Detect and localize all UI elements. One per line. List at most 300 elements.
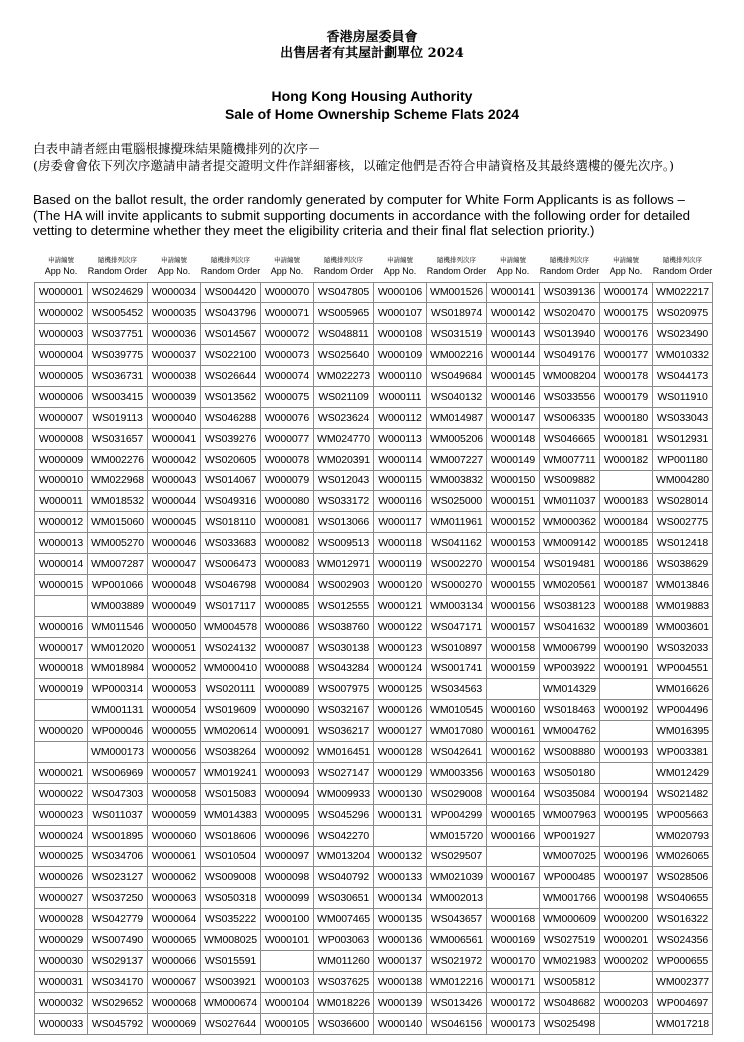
random-order-cell: WM022217 [653,282,713,303]
random-order-cell: WS007490 [88,930,148,951]
app-no-cell: W000174 [600,282,653,303]
app-no-cell: W000047 [148,554,201,575]
app-no-cell: W000007 [35,407,88,428]
app-no-cell: W000142 [487,303,540,324]
app-no-cell: W000065 [148,930,201,951]
random-order-cell: WM011260 [314,951,374,972]
random-order-cell: WS029507 [427,846,487,867]
random-order-cell: WS006969 [88,762,148,783]
table-row [35,888,713,909]
random-order-cell: WS005965 [314,303,374,324]
random-order-cell: WS043796 [201,303,261,324]
random-order-header-chinese: 隨機排列次序 [663,256,702,264]
random-order-cell: WS047303 [88,783,148,804]
app-no-cell: W000171 [487,971,540,992]
app-no-cell: W000052 [148,658,201,679]
app-no-cell: W000097 [261,846,314,867]
random-order-cell: WS023490 [653,324,713,345]
table-row [35,867,713,888]
app-no-cell: W000145 [487,366,540,387]
random-order-cell: WS008880 [540,742,600,763]
app-no-cell [35,595,88,616]
table-row [35,449,713,470]
random-order-cell: WS001895 [88,825,148,846]
random-order-cell: WS023127 [88,867,148,888]
random-order-cell: WS012555 [314,595,374,616]
random-order-cell: WS022100 [201,345,261,366]
random-order-cell: WS009008 [201,867,261,888]
app-no-cell: W000006 [35,386,88,407]
table-row [35,637,713,658]
random-order-cell: WS035222 [201,909,261,930]
app-no-cell: W000104 [261,992,314,1013]
app-no-cell: W000141 [487,282,540,303]
random-order-cell: WP001066 [88,574,148,595]
app-no-cell [600,679,653,700]
random-order-header-chinese: 隨機排列次序 [324,256,363,264]
random-order-cell: WM007465 [314,909,374,930]
app-no-cell: W000132 [374,846,427,867]
random-order-cell: WS015083 [201,783,261,804]
table-row [35,992,713,1013]
random-order-cell: WM012216 [427,971,487,992]
app-no-cell: W000126 [374,700,427,721]
app-no-cell: W000169 [487,930,540,951]
app-no-cell: W000170 [487,951,540,972]
random-order-cell: WS036217 [314,721,374,742]
table-row [35,679,713,700]
random-order-cell: WS011037 [88,804,148,825]
random-order-cell: WM024770 [314,428,374,449]
app-no-cell: W000051 [148,637,201,658]
random-order-cell: WM002276 [88,449,148,470]
app-no-cell: W000021 [35,762,88,783]
app-no-cell: W000176 [600,324,653,345]
random-order-cell: WM003356 [427,762,487,783]
random-order-cell: WM008204 [540,366,600,387]
table-row [35,282,713,303]
random-order-cell: WS027519 [540,930,600,951]
app-no-cell: W000146 [487,386,540,407]
app-no-cell: W000180 [600,407,653,428]
table-row [35,345,713,366]
app-no-cell: W000061 [148,846,201,867]
app-no-cell: W000161 [487,721,540,742]
random-order-cell: WP000046 [88,721,148,742]
app-no-cell: W000159 [487,658,540,679]
app-no-cell: W000004 [35,345,88,366]
random-order-cell: WM007287 [88,554,148,575]
random-order-cell: WM007227 [427,449,487,470]
app-no-cell [374,825,427,846]
app-no-cell: W000046 [148,533,201,554]
app-no-cell: W000056 [148,742,201,763]
app-no-cell: W000010 [35,470,88,491]
app-no-cell: W000164 [487,783,540,804]
app-no-cell: W000186 [600,554,653,575]
random-order-header-chinese: 隨機排列次序 [550,256,589,264]
random-order-cell: WM002216 [427,345,487,366]
app-no-cell: W000162 [487,742,540,763]
app-no-cell [35,742,88,763]
app-no-cell: W000163 [487,762,540,783]
app-no-header [487,256,540,282]
random-order-cell: WP001180 [653,449,713,470]
random-order-cell: WM010545 [427,700,487,721]
random-order-cell: WM002377 [653,971,713,992]
random-order-cell: WM010332 [653,345,713,366]
random-order-cell: WS048811 [314,324,374,345]
chinese-title-line-1: 香港房屋委員會 [326,30,418,45]
random-order-cell: WM021983 [540,951,600,972]
app-no-cell: W000077 [261,428,314,449]
app-no-cell: W000120 [374,574,427,595]
header-row [35,256,713,282]
random-order-cell: WS021482 [653,783,713,804]
app-no-cell: W000175 [600,303,653,324]
app-no-cell: W000183 [600,491,653,512]
app-no-cell: W000035 [148,303,201,324]
app-no-cell: W000121 [374,595,427,616]
app-no-cell: W000143 [487,324,540,345]
random-order-cell: WS046156 [427,1013,487,1034]
random-order-cell: WM011546 [88,616,148,637]
app-no-cell: W000157 [487,616,540,637]
random-order-cell: WS034706 [88,846,148,867]
chinese-title [0,30,744,62]
random-order-cell: WM018226 [314,992,374,1013]
english-intro [33,192,723,239]
app-no-cell: W000129 [374,762,427,783]
random-order-cell: WS019481 [540,554,600,575]
app-no-cell: W000202 [600,951,653,972]
table-row [35,658,713,679]
app-no-cell: W000092 [261,742,314,763]
app-no-cell: W000089 [261,679,314,700]
table-row [35,971,713,992]
app-no-cell: W000023 [35,804,88,825]
app-no-cell: W000005 [35,366,88,387]
chinese-title-line-2: 出售居者有其屋計劃單位 2024 [280,46,464,61]
app-no-cell: W000040 [148,407,201,428]
random-order-cell: WS012043 [314,470,374,491]
random-order-cell: WS040132 [427,386,487,407]
app-no-cell: W000110 [374,366,427,387]
app-no-cell: W000036 [148,324,201,345]
random-order-cell: WM003134 [427,595,487,616]
random-order-header-chinese: 隨機排列次序 [211,256,250,264]
app-no-cell: W000030 [35,951,88,972]
random-order-cell: WS019113 [88,407,148,428]
random-order-cell: WM022273 [314,366,374,387]
app-no-cell: W000049 [148,595,201,616]
app-no-cell: W000194 [600,783,653,804]
random-order-header [653,256,713,282]
table-row [35,470,713,491]
random-order-cell: WS042779 [88,909,148,930]
app-no-cell: W000074 [261,366,314,387]
random-order-header [314,256,374,282]
app-no-cell: W000165 [487,804,540,825]
english-title [0,87,744,123]
app-no-cell: W000059 [148,804,201,825]
app-no-cell: W000013 [35,533,88,554]
app-no-cell: W000114 [374,449,427,470]
random-order-cell: WS004420 [201,282,261,303]
random-order-cell: WS048682 [540,992,600,1013]
app-no-cell: W000037 [148,345,201,366]
random-order-cell: WS034170 [88,971,148,992]
table-row [35,512,713,533]
random-order-cell: WS005812 [540,971,600,992]
app-no-cell: W000109 [374,345,427,366]
app-no-cell: W000177 [600,345,653,366]
random-order-cell: WM007963 [540,804,600,825]
app-no-cell: W000107 [374,303,427,324]
app-no-cell: W000131 [374,804,427,825]
random-order-cell: WM018532 [88,491,148,512]
random-order-cell: WS025498 [540,1013,600,1034]
random-order-cell: WM000173 [88,742,148,763]
random-order-cell: WS000270 [427,574,487,595]
random-order-cell: WS019609 [201,700,261,721]
random-order-cell: WS027147 [314,762,374,783]
random-order-cell: WM006799 [540,637,600,658]
random-order-cell: WS011910 [653,386,713,407]
random-order-cell: WS012418 [653,533,713,554]
app-no-cell: W000156 [487,595,540,616]
random-order-cell: WS038629 [653,554,713,575]
random-order-cell: WS018463 [540,700,600,721]
app-no-cell: W000123 [374,637,427,658]
random-order-cell: WS037751 [88,324,148,345]
app-no-cell: W000053 [148,679,201,700]
app-no-header [35,256,88,282]
app-no-cell: W000082 [261,533,314,554]
app-no-header-english: App No. [496,266,530,276]
table-row [35,783,713,804]
random-order-cell: WM011037 [540,491,600,512]
app-no-cell: W000167 [487,867,540,888]
app-no-cell: W000203 [600,992,653,1013]
app-no-cell: W000101 [261,930,314,951]
table-row [35,825,713,846]
random-order-cell: WS038123 [540,595,600,616]
app-no-cell: W000070 [261,282,314,303]
app-no-header-english: App No. [157,266,191,276]
random-order-cell: WS005452 [88,303,148,324]
app-no-cell: W000128 [374,742,427,763]
app-no-cell: W000069 [148,1013,201,1034]
app-no-cell: W000150 [487,470,540,491]
app-no-cell: W000136 [374,930,427,951]
app-no-cell: W000144 [487,345,540,366]
app-no-cell: W000045 [148,512,201,533]
random-order-cell: WS032033 [653,637,713,658]
random-order-cell: WM007711 [540,449,600,470]
app-no-cell: W000113 [374,428,427,449]
app-no-cell: W000031 [35,971,88,992]
app-no-cell: W000117 [374,512,427,533]
random-order-cell: WM004762 [540,721,600,742]
random-order-cell: WS042270 [314,825,374,846]
app-no-cell: W000068 [148,992,201,1013]
table-row [35,909,713,930]
random-order-cell: WM005270 [88,533,148,554]
app-no-cell: W000075 [261,386,314,407]
app-no-cell: W000173 [487,1013,540,1034]
app-no-cell: W000133 [374,867,427,888]
random-order-cell: WM016451 [314,742,374,763]
random-order-cell: WP000314 [88,679,148,700]
random-order-header-english: Random Order [200,266,261,276]
random-order-cell: WS020605 [201,449,261,470]
app-no-cell: W000019 [35,679,88,700]
random-order-cell: WM017080 [427,721,487,742]
app-no-cell: W000025 [35,846,88,867]
app-no-cell: W000116 [374,491,427,512]
app-no-cell: W000032 [35,992,88,1013]
table-row [35,428,713,449]
random-order-cell: WS045792 [88,1013,148,1034]
app-no-cell [600,762,653,783]
app-no-cell: W000201 [600,930,653,951]
random-order-cell: WM016626 [653,679,713,700]
random-order-cell: WS047171 [427,616,487,637]
app-no-cell: W000016 [35,616,88,637]
random-order-cell: WS026644 [201,366,261,387]
random-order-cell: WS024356 [653,930,713,951]
app-no-cell: W000160 [487,700,540,721]
random-order-cell: WS014067 [201,470,261,491]
random-order-cell: WM020793 [653,825,713,846]
app-no-cell: W000085 [261,595,314,616]
app-no-cell: W000103 [261,971,314,992]
app-no-cell: W000122 [374,616,427,637]
app-no-cell: W000190 [600,637,653,658]
app-no-cell: W000096 [261,825,314,846]
app-no-cell: W000099 [261,888,314,909]
random-order-cell: WS037625 [314,971,374,992]
random-order-cell: WS030138 [314,637,374,658]
random-order-cell: WS001741 [427,658,487,679]
random-order-cell: WS029137 [88,951,148,972]
table-row [35,595,713,616]
app-no-cell: W000147 [487,407,540,428]
app-no-cell: W000137 [374,951,427,972]
random-order-cell: WS038264 [201,742,261,763]
random-order-cell: WS033556 [540,386,600,407]
app-no-cell: W000086 [261,616,314,637]
random-order-cell: WS006473 [201,554,261,575]
random-order-cell: WS015591 [201,951,261,972]
random-order-cell: WM020614 [201,721,261,742]
random-order-cell: WM017218 [653,1013,713,1034]
random-order-cell: WS021972 [427,951,487,972]
app-no-cell: W000130 [374,783,427,804]
random-order-cell: WS010504 [201,846,261,867]
ballot-order-table [34,256,713,1035]
random-order-cell: WS025000 [427,491,487,512]
random-order-cell: WS036600 [314,1013,374,1034]
english-intro-line-2: (The HA will invite applicants to submit supporting documents in accordance with the following order for detailed vetting to determine whether they meet the eligibility criteria and their final flat selection priority.) [33,207,691,238]
table-row [35,574,713,595]
app-no-header [374,256,427,282]
app-no-cell: W000188 [600,595,653,616]
random-order-header-english: Random Order [313,266,374,276]
random-order-cell: WM009933 [314,783,374,804]
app-no-cell: W000027 [35,888,88,909]
random-order-cell: WS045296 [314,804,374,825]
chinese-intro-line-1: 白表申請者經由電腦根據攪珠結果隨機排列的次序－ [33,141,321,156]
app-no-header-english: App No. [383,266,417,276]
random-order-cell: WP000655 [653,951,713,972]
random-order-cell: WM014329 [540,679,600,700]
app-no-cell: W000138 [374,971,427,992]
random-order-cell: WS006335 [540,407,600,428]
random-order-cell: WS047805 [314,282,374,303]
random-order-cell: WP003381 [653,742,713,763]
random-order-cell: WS038760 [314,616,374,637]
random-order-cell: WM003601 [653,616,713,637]
random-order-cell: WM007025 [540,846,600,867]
random-order-cell: WS035084 [540,783,600,804]
app-no-cell: W000153 [487,533,540,554]
app-no-cell: W000001 [35,282,88,303]
random-order-cell: WM018984 [88,658,148,679]
random-order-cell: WM003889 [88,595,148,616]
english-intro-line-1: Based on the ballot result, the order randomly generated by computer for White Form Applicants is as follows – [33,192,685,207]
random-order-cell: WS034563 [427,679,487,700]
random-order-cell: WS012931 [653,428,713,449]
english-title-line-2: Sale of Home Ownership Scheme Flats 2024 [224,106,520,122]
app-no-cell: W000181 [600,428,653,449]
app-no-cell: W000148 [487,428,540,449]
app-no-cell: W000079 [261,470,314,491]
random-order-cell: WS046288 [201,407,261,428]
random-order-cell: WS018606 [201,825,261,846]
app-no-cell: W000060 [148,825,201,846]
random-order-cell: WS042641 [427,742,487,763]
random-order-cell: WS043657 [427,909,487,930]
random-order-cell: WM005206 [427,428,487,449]
app-no-cell: W000091 [261,721,314,742]
app-no-cell: W000094 [261,783,314,804]
random-order-cell: WS013426 [427,992,487,1013]
random-order-cell: WM015720 [427,825,487,846]
random-order-header-english: Random Order [426,266,487,276]
app-no-cell: W000106 [374,282,427,303]
random-order-cell: WS049316 [201,491,261,512]
random-order-cell: WS040655 [653,888,713,909]
random-order-cell: WS033172 [314,491,374,512]
random-order-header [427,256,487,282]
app-no-header-chinese: 申請編號 [274,256,300,264]
table-row [35,554,713,575]
app-no-cell: W000166 [487,825,540,846]
random-order-header-chinese: 隨機排列次序 [98,256,137,264]
random-order-header-english: Random Order [652,266,713,276]
random-order-cell: WM013204 [314,846,374,867]
random-order-header [201,256,261,282]
random-order-cell: WS020470 [540,303,600,324]
app-no-cell: W000088 [261,658,314,679]
random-order-cell: WS002775 [653,512,713,533]
random-order-cell: WM016395 [653,721,713,742]
app-no-cell: W000048 [148,574,201,595]
app-no-cell: W000118 [374,533,427,554]
random-order-header-english: Random Order [539,266,600,276]
